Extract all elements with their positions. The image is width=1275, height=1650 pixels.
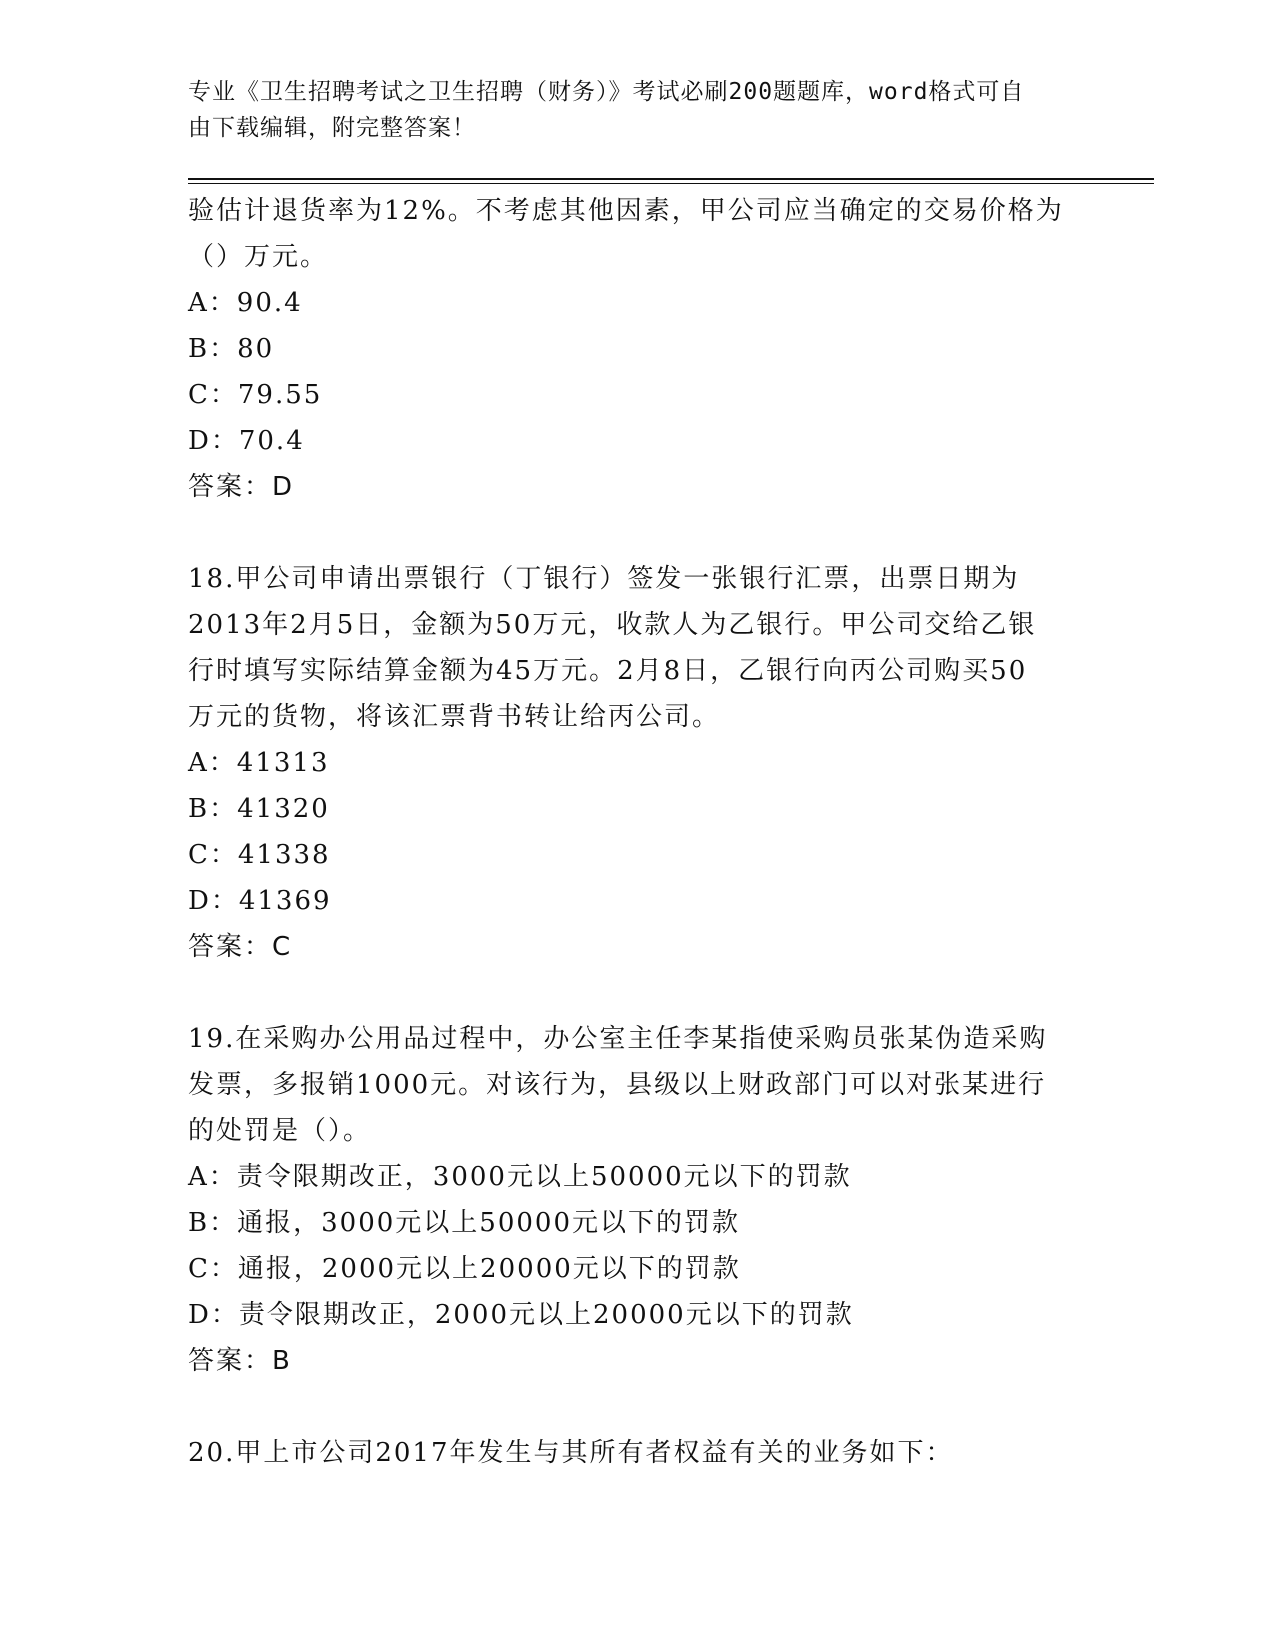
option-d: D：70.4 xyxy=(188,426,305,456)
question-text-line: 20.甲上市公司2017年发生与其所有者权益有关的业务如下： xyxy=(188,1438,954,1468)
option-b: B：80 xyxy=(188,334,275,364)
option-b: B：41320 xyxy=(188,794,330,824)
answer-label: 答案：C xyxy=(188,932,293,962)
header-line-1: 专业《卫生招聘考试之卫生招聘（财务）》考试必刷200题题库，word格式可自 xyxy=(188,79,1025,105)
option-d: D：责令限期改正，2000元以上20000元以下的罚款 xyxy=(188,1300,854,1330)
spacer xyxy=(188,510,1088,556)
option-c: C：通报，2000元以上20000元以下的罚款 xyxy=(188,1254,741,1284)
document-header xyxy=(188,74,1068,146)
question-19 xyxy=(188,1016,1088,1384)
spacer xyxy=(188,970,1088,1016)
option-b: B：通报，3000元以上50000元以下的罚款 xyxy=(188,1208,740,1238)
document-body xyxy=(188,188,1088,1476)
question-text-line: 19.在采购办公用品过程中，办公室主任李某指使采购员张某伪造采购 xyxy=(188,1024,1048,1054)
header-rule-thin xyxy=(188,183,1154,184)
question-text-line: 行时填写实际结算金额为45万元。2月8日，乙银行向丙公司购买50 xyxy=(188,656,1028,686)
answer-label: 答案：B xyxy=(188,1346,292,1376)
option-a: A：责令限期改正，3000元以上50000元以下的罚款 xyxy=(188,1162,852,1192)
question-17 xyxy=(188,188,1088,510)
question-text-line: （）万元。 xyxy=(188,242,329,272)
question-text-line: 2013年2月5日，金额为50万元，收款人为乙银行。甲公司交给乙银 xyxy=(188,610,1037,640)
option-a: A：41313 xyxy=(188,748,330,778)
answer-label: 答案：D xyxy=(188,472,295,502)
question-text-line: 万元的货物，将该汇票背书转让给丙公司。 xyxy=(188,702,721,732)
question-18 xyxy=(188,556,1088,970)
option-a: A：90.4 xyxy=(188,288,303,318)
option-c: C：41338 xyxy=(188,840,331,870)
header-line-2: 由下载编辑，附完整答案！ xyxy=(188,115,476,141)
question-text-line: 的处罚是（）。 xyxy=(188,1116,372,1146)
question-text-line: 发票，多报销1000元。对该行为，县级以上财政部门可以对张某进行 xyxy=(188,1070,1047,1100)
question-text-line: 验估计退货率为12%。不考虑其他因素，甲公司应当确定的交易价格为 xyxy=(188,196,1064,226)
header-rule-thick xyxy=(188,178,1154,180)
question-20 xyxy=(188,1430,1088,1476)
option-c: C：79.55 xyxy=(188,380,323,410)
question-text-line: 18.甲公司申请出票银行（丁银行）签发一张银行汇票，出票日期为 xyxy=(188,564,1020,594)
option-d: D：41369 xyxy=(188,886,332,916)
spacer xyxy=(188,1384,1088,1430)
